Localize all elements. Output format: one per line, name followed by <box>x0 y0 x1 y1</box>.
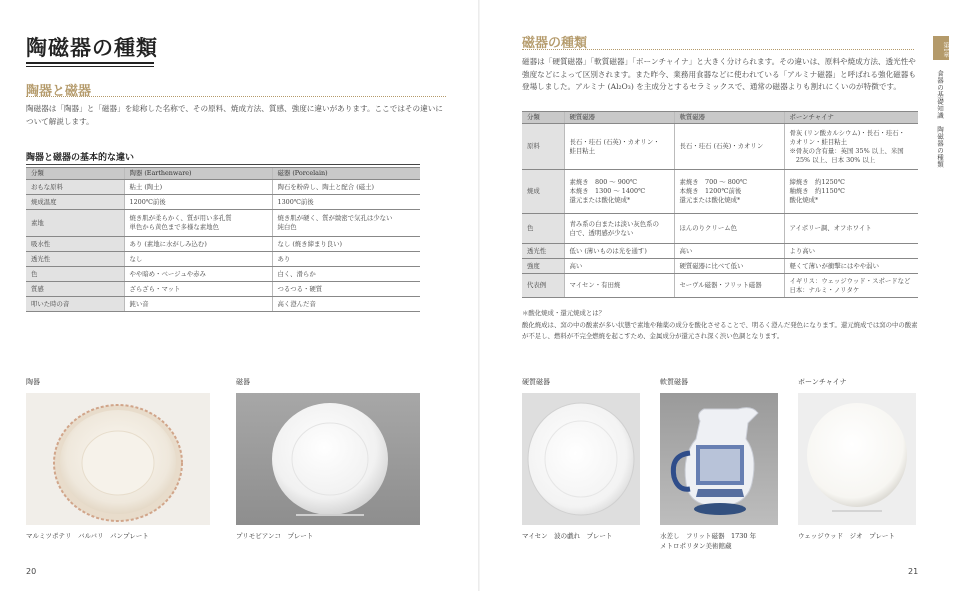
left-table-cell: つるつる・硬質 <box>272 282 420 297</box>
left-table-cell: なし <box>124 252 272 267</box>
porcelain-types-table <box>522 111 918 298</box>
right-table-header-cell: 分類 <box>522 112 564 124</box>
left-table-row-label: 焼成温度 <box>26 195 124 210</box>
left-table-header-cell: 分類 <box>26 168 124 180</box>
right-table-header-cell: 軟質磁器 <box>674 112 784 124</box>
left-table-row <box>26 180 420 195</box>
caption-bone-china: ウェッジウッド ジオ プレート <box>798 532 895 540</box>
earthenware-porcelain-table <box>26 167 420 312</box>
right-table-row-label: 焼成 <box>522 170 564 214</box>
title-underline <box>26 62 154 64</box>
section-heading-earthenware-porcelain: 陶器と磁器 <box>26 84 92 99</box>
caption-porcelain: プリモビアンコ プレート <box>236 532 314 540</box>
photo-label-hard-paste: 硬質磁器 <box>522 378 550 386</box>
bone-china-plate-photo <box>798 393 916 525</box>
chapter-running-head: 食器の基礎知識 陶磁器の種類 <box>936 70 944 168</box>
left-table-cell: 高く澄んだ音 <box>272 297 420 312</box>
left-table-row-label: 吸水性 <box>26 237 124 252</box>
right-table-row-label: 原料 <box>522 124 564 170</box>
left-table-cell: 白く、滑らか <box>272 267 420 282</box>
right-table-cell: 長石・珪石 (石英)・カオリン・ 蛙目粘土 <box>564 124 674 170</box>
left-table-cell: なし (焼き締まり良い) <box>272 237 420 252</box>
right-table-cell: 締焼き 約1250℃ 釉焼き 約1150℃ 酸化焼成* <box>784 170 918 214</box>
left-table-header-row <box>26 168 420 180</box>
left-table-row <box>26 252 420 267</box>
left-table-cell: やや暗め・ベージュや赤み <box>124 267 272 282</box>
caption-earthenware: マルミツポテリ バルバリ パンプレート <box>26 532 149 540</box>
left-table-row <box>26 297 420 312</box>
right-table-cell: 低い (薄いものは光を通す) <box>564 244 674 259</box>
right-table-cell: セーヴル磁器・フリット磁器 <box>674 274 784 298</box>
left-table-row-label: 叩いた時の音 <box>26 297 124 312</box>
right-table-cell: 素焼き 800 〜 900℃ 本焼き 1300 〜 1400℃ 還元または酸化焼成* <box>564 170 674 214</box>
left-table-row <box>26 282 420 297</box>
intro-paragraph: 陶磁器は「陶器」と「磁器」を総称した名称で、その原料、焼成方法、質感、強度に違いがあります。ここではその違いについて解説します。 <box>26 104 443 126</box>
left-table-cell: 1300℃前後 <box>272 195 420 210</box>
caption-hard-paste: マイセン 波の戯れ プレート <box>522 532 613 540</box>
left-table-header-cell: 磁器 (Porcelain) <box>272 168 420 180</box>
right-table-cell: アイボリー調、オフホワイト <box>784 214 918 244</box>
left-table-row-label: 質感 <box>26 282 124 297</box>
note-title: ＊酸化焼成・還元焼成とは？ <box>522 309 606 317</box>
left-table-cell: 1200℃前後 <box>124 195 272 210</box>
left-table-row <box>26 267 420 282</box>
right-table-row <box>522 170 918 214</box>
left-table-row-label: 素地 <box>26 210 124 237</box>
section-heading-porcelain-types: 磁器の種類 <box>522 36 588 51</box>
right-table-header-cell: ボーンチャイナ <box>784 112 918 124</box>
right-table-cell: 軽くて薄いが衝撃にはやや弱い <box>784 259 918 274</box>
left-table-cell: 鈍い音 <box>124 297 272 312</box>
right-table-header-row <box>522 112 918 124</box>
caption-soft-paste: 水差し フリット磁器 1730 年 メトロポリタン美術館蔵 <box>660 532 757 550</box>
section-rule-right <box>522 49 914 50</box>
right-table-cell: 素焼き 700 〜 800℃ 本焼き 1200℃前後 還元または酸化焼成* <box>674 170 784 214</box>
right-table-row <box>522 259 918 274</box>
left-table-row <box>26 210 420 237</box>
photo-label-porcelain: 磁器 <box>236 378 250 386</box>
table-title: 陶器と磁器の基本的な違い <box>26 153 135 163</box>
hard-paste-plate-photo <box>522 393 640 525</box>
right-table-row-label: 強度 <box>522 259 564 274</box>
right-table-cell: 長石・珪石 (石英)・カオリン <box>674 124 784 170</box>
left-table-header-cell: 陶器 (Earthenware) <box>124 168 272 180</box>
right-table-cell: 高い <box>674 244 784 259</box>
right-table-cell: 骨灰 (リン酸カルシウム)・長石・珪石・ カオリン・蛙目粘土 ※骨灰の含有量：英国 35% 以上、米国 25% 以上、日本 30% 以上 <box>784 124 918 170</box>
left-table-cell: 焼き肌が柔らかく、質が用い多孔質 単色から黄色まで多様な素地色 <box>124 210 272 237</box>
right-table-row <box>522 124 918 170</box>
left-table-cell: 焼き肌が硬く、質が緻密で気孔は少ない 純白色 <box>272 210 420 237</box>
left-table-cell: 粘土 (陶土) <box>124 180 272 195</box>
photo-label-earthenware: 陶器 <box>26 378 40 386</box>
photo-label-bone-china: ボーンチャイナ <box>798 378 847 386</box>
left-table-row-label: 色 <box>26 267 124 282</box>
right-table-cell: より高い <box>784 244 918 259</box>
right-table-row-label: 透光性 <box>522 244 564 259</box>
photo-label-soft-paste: 軟質磁器 <box>660 378 688 386</box>
left-table-cell: あり (素地に水がしみ込む) <box>124 237 272 252</box>
left-table-cell: ざらざら・マット <box>124 282 272 297</box>
table-title-rule <box>26 164 420 165</box>
right-table-cell: ほんのりクリーム色 <box>674 214 784 244</box>
right-table-row-label: 代表例 <box>522 274 564 298</box>
right-table-row-label: 色 <box>522 214 564 244</box>
chapter-tab: 第1章 <box>933 36 949 60</box>
right-table-cell: 高い <box>564 259 674 274</box>
intro-paragraph-right: 磁器は「硬質磁器」「軟質磁器」「ボーンチャイナ」と大きく分けられます。その違いは、原料や焼成方法、透光性や強度などによって区別されます。また昨今、業務用食器などに使われている「アルミナ磁器」と呼ばれる強化磁器も登場しました。アルミナ (Al₂O₃) を主成分とするセラミックスで、通常の磁器よりも割れにくいのが特徴です。 <box>522 57 916 91</box>
right-table-row <box>522 214 918 244</box>
right-table-cell: マイセン・有田焼 <box>564 274 674 298</box>
left-table-cell: あり <box>272 252 420 267</box>
porcelain-plate-photo <box>236 393 420 525</box>
left-table-row <box>26 195 420 210</box>
note-body: 酸化焼成は、窯の中の酸素が多い状態で素地や釉薬の成分を酸化させることで、明るく澄んだ発色になります。還元焼成では窯の中の酸素が不足し、燃料が不完全燃焼を起こすため、金属成分が還元され深く渋い色調となります。 <box>522 321 918 340</box>
soft-paste-jug-photo <box>660 393 778 525</box>
right-table-row <box>522 244 918 259</box>
left-table-cell: 陶石を粉砕し、陶土と配合 (磁土) <box>272 180 420 195</box>
earthenware-plate-photo <box>26 393 210 525</box>
page-title: 陶磁器の種類 <box>26 35 158 60</box>
right-page <box>480 0 960 591</box>
right-table-cell: 硬質磁器に比べて低い <box>674 259 784 274</box>
page-number-right: 21 <box>908 567 919 576</box>
right-table-header-cell: 硬質磁器 <box>564 112 674 124</box>
left-table-row-label: おもな原料 <box>26 180 124 195</box>
left-table-row <box>26 237 420 252</box>
right-table-cell: 青み系の白または淡い灰色系の 白で、透明感が少ない <box>564 214 674 244</box>
right-table-cell: イギリス：ウェッジウッド・スポードなど 日本：ナルミ・ノリタケ <box>784 274 918 298</box>
page-number-left: 20 <box>26 567 37 576</box>
section-rule <box>26 96 446 97</box>
right-table-row <box>522 274 918 298</box>
left-table-row-label: 透光性 <box>26 252 124 267</box>
